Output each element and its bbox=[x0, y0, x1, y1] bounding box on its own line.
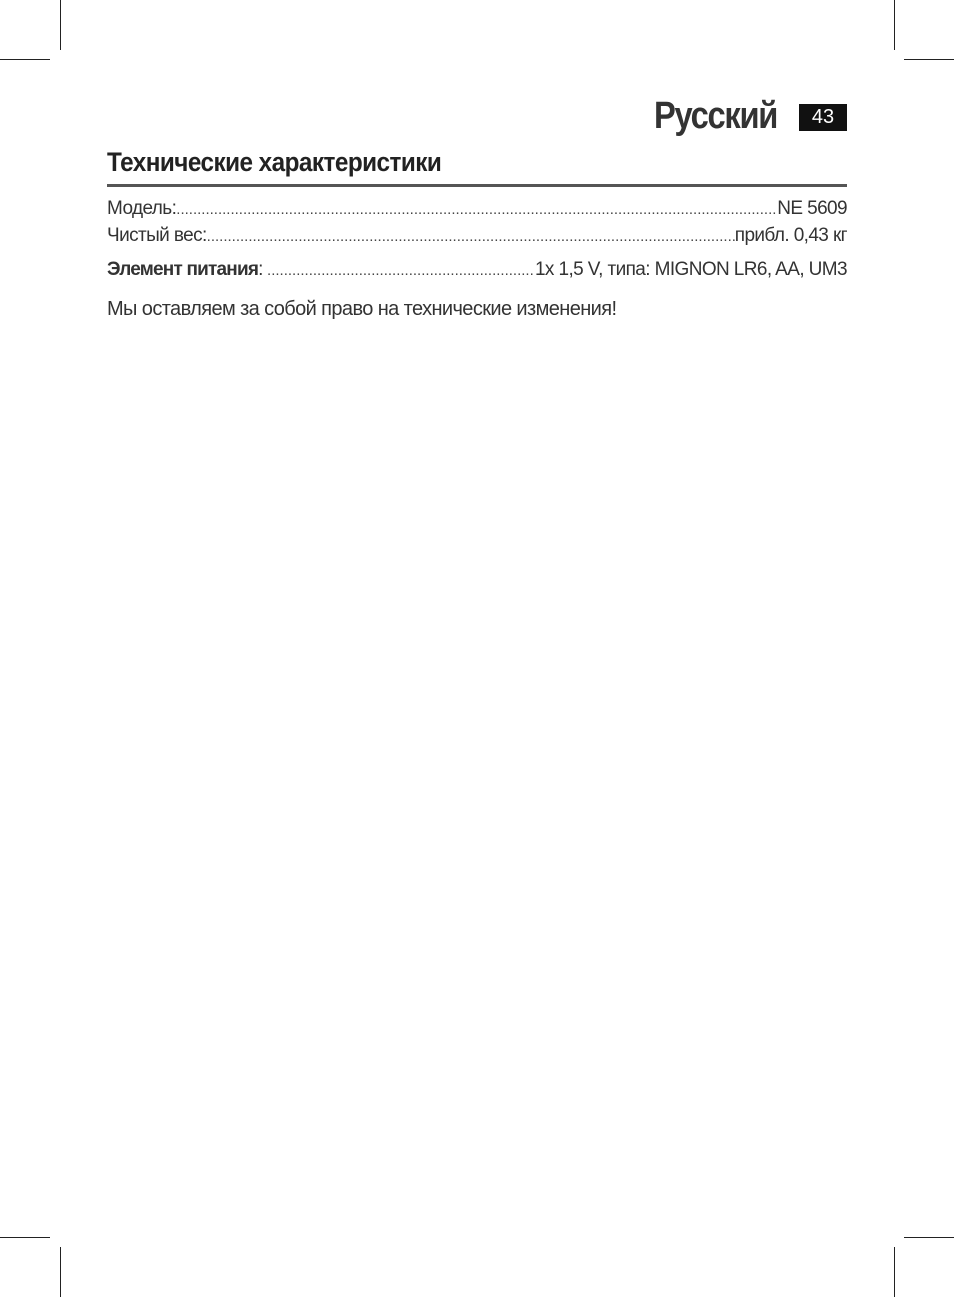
leader-dots bbox=[207, 228, 735, 245]
spec-separator: : bbox=[258, 259, 264, 280]
leader-dots bbox=[263, 262, 535, 279]
crop-mark-top-right-horizontal bbox=[904, 59, 954, 60]
spec-row-net-weight bbox=[107, 225, 847, 247]
crop-mark-top-left-horizontal bbox=[0, 59, 50, 60]
spec-row-model bbox=[107, 198, 847, 220]
crop-mark-top-right-vertical bbox=[894, 0, 895, 50]
crop-mark-bottom-right-vertical bbox=[894, 1247, 895, 1297]
spec-value: 1x 1,5 V, типа: MIGNON LR6, AA, UM3 bbox=[534, 259, 847, 280]
crop-mark-bottom-left-horizontal bbox=[0, 1237, 50, 1238]
spec-row-battery bbox=[107, 259, 847, 281]
section-divider bbox=[107, 184, 847, 187]
leader-dots bbox=[176, 201, 777, 218]
spec-value: NE 5609 bbox=[777, 198, 847, 219]
spec-label: Чистый вес: bbox=[107, 225, 207, 246]
spec-value: прибл. 0,43 кг bbox=[734, 225, 847, 246]
disclaimer-note: Мы оставляем за собой право на технические изменения! bbox=[107, 298, 617, 320]
crop-mark-bottom-right-horizontal bbox=[904, 1237, 954, 1238]
spec-label: Модель: bbox=[107, 198, 177, 219]
page-number-badge: 43 bbox=[799, 104, 847, 131]
spec-label: Элемент питания bbox=[107, 259, 259, 280]
crop-mark-top-left-vertical bbox=[60, 0, 61, 50]
crop-mark-bottom-left-vertical bbox=[60, 1247, 61, 1297]
language-title: Русский bbox=[653, 95, 777, 137]
section-title: Технические характеристики bbox=[107, 147, 442, 177]
